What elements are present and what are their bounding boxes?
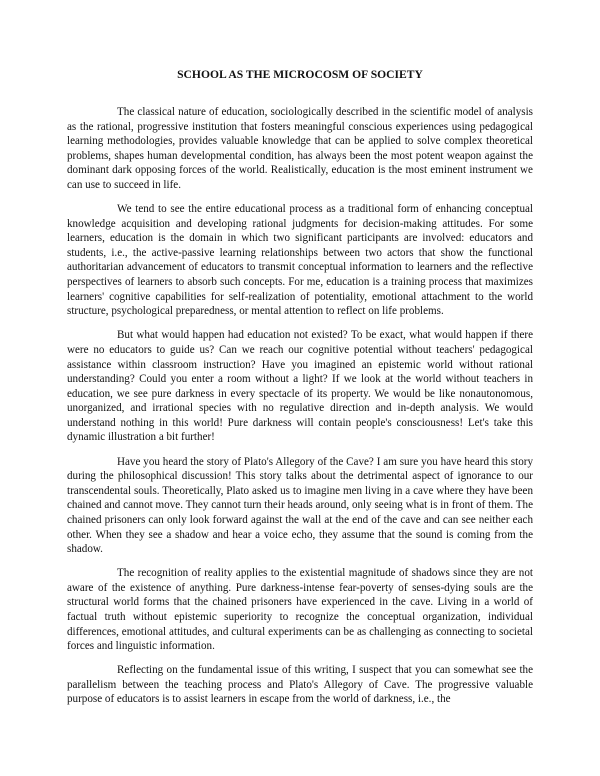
paragraph-4: Have you heard the story of Plato's Allegory of the Cave? I am sure you have heard this story during the philosophical discussion! This story talks about the detrimental aspect of ignorance to our transcendental souls. Theoretically, Plato asked us to imagine men living in a cave where they have been chained and cannot move. They cannot turn their heads around, only seeing what is in front of them. The chained prisoners can only look forward against the wall at the end of the cave and can see neither each other. When they see a shadow and hear a voice echo, they assume that the sound is coming from the shadow. bbox=[67, 455, 533, 556]
paragraph-5: The recognition of reality applies to the existential magnitude of shadows since they are not aware of the existence of anything. Pure darkness-intense fear-poverty of senses-dying souls are the structural world forms that the chained prisoners have experienced in the cave. Living in a world of factual truth without epistemic superiority to recognize the conceptual organization, individual differences, emotional attitudes, and cultural experiments can be as challenging as connecting to societal forces and linguistic information. bbox=[67, 567, 533, 653]
paragraph-3: But what would happen had education not existed? To be exact, what would happen if there were no educators to guide us? Can we reach our cognitive potential without teachers' pedagogical assistance within classroom instruction? Have you imagined an epistemic world without rational understanding? Could you enter a room without a light? If we look at the world without teachers in education, we see pure darkness in every spectacle of its property. We would be like nonautonomous, unorganized, and irrational species with no regulative direction and in-depth analysis. We would understand nothing in this world! Pure darkness will contain people's consciousness! Let's take this dynamic illustration a bit further! bbox=[67, 329, 533, 444]
paragraph-2: We tend to see the entire educational process as a traditional form of enhancing conceptual knowledge acquisition and developing rational judgments for decision-making attitudes. For some learners, education is the domain in which two significant participants are involved: educators and students, i.e., the active-passive learning relationships between two actors that show the functional authoritarian advancement of educators to transmit conceptual information to learners and the reflective perspectives of learners to absorb such concepts. For me, education is a training process that maximizes learners' cognitive capabilities for self-realization of potentiality, emotional attachment to the world structure, psychological preparedness, or mental attention to reflect on life problems. bbox=[67, 203, 533, 318]
paragraph-1: The classical nature of education, sociologically described in the scientific model of analysis as the rational, progressive institution that fosters meaningful conscious experiences using pedagogical learning methodologies, provides valuable knowledge that can be applied to solve complex theoretical problems, shapes human developmental condition, has always been the most potent weapon against the dominant dark opposing forces of the world. Realistically, education is the most eminent instrument we can use to succeed in life. bbox=[67, 106, 533, 191]
paragraph-6: Reflecting on the fundamental issue of this writing, I suspect that you can somewhat see the parallelism between the teaching process and Plato's Allegory of Cave. The progressive valuable purpose of educators is to assist learners in escape from the world of darkness, i.e., the bbox=[67, 664, 533, 706]
document-title: SCHOOL AS THE MICROCOSM OF SOCIETY bbox=[177, 68, 423, 81]
